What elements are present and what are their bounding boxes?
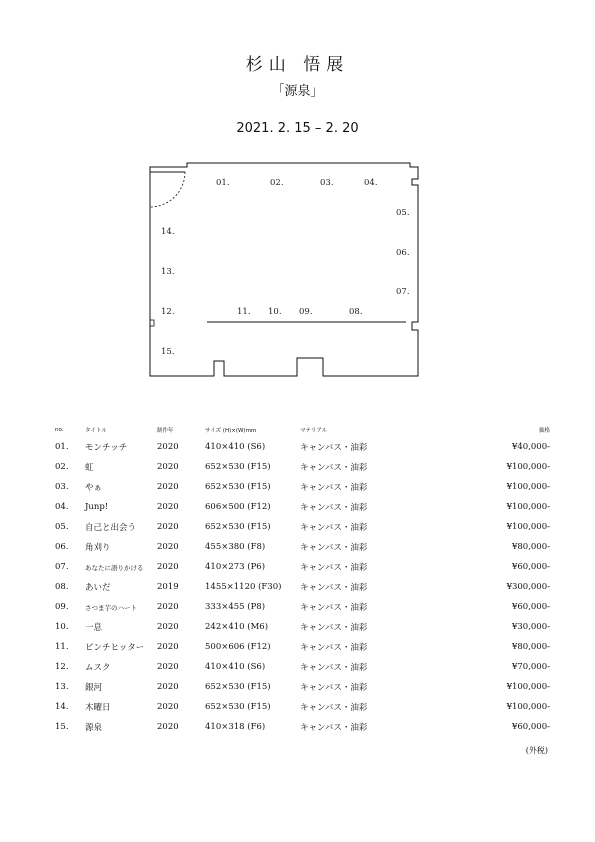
cell-material: キャンバス・油彩 xyxy=(300,503,368,513)
cell-no: 01. xyxy=(55,442,69,452)
exhibition-title: 杉山 悟展 xyxy=(245,55,350,75)
cell-material: キャンバス・油彩 xyxy=(300,663,368,673)
cell-title: 角刈り xyxy=(85,543,111,553)
plan-label-08: 08. xyxy=(349,307,363,317)
cell-title: さつま芋のハート xyxy=(85,603,137,612)
table-row xyxy=(55,657,550,677)
cell-year: 2020 xyxy=(157,722,179,732)
cell-price: ¥60,000- xyxy=(511,722,550,732)
cell-title: 自己と出会う xyxy=(85,523,137,533)
cell-size: 500×606 (F12) xyxy=(205,642,271,652)
cell-price: ¥300,000- xyxy=(506,582,550,592)
cell-title: あいだ xyxy=(85,583,111,593)
cell-no: 07. xyxy=(55,562,69,572)
cell-title: やぁ xyxy=(85,483,103,493)
table-row xyxy=(55,617,550,637)
door-swing-arc xyxy=(150,172,185,207)
table-row xyxy=(55,517,550,537)
cell-price: ¥80,000- xyxy=(511,642,550,652)
cell-price: ¥100,000- xyxy=(506,502,550,512)
cell-no: 06. xyxy=(55,542,69,552)
cell-size: 242×410 (M6) xyxy=(205,622,269,632)
cell-size: 652×530 (F15) xyxy=(205,462,271,472)
cell-year: 2020 xyxy=(157,562,179,572)
cell-material: キャンバス・油彩 xyxy=(300,583,368,593)
cell-no: 14. xyxy=(55,702,69,712)
exhibition-subtitle: 「源泉」 xyxy=(271,84,324,99)
cell-price: ¥100,000- xyxy=(506,522,550,532)
header-size: サイズ (H)×(W)mm xyxy=(205,428,257,434)
cell-title: 銀河 xyxy=(85,683,103,693)
cell-title: ムスク xyxy=(85,663,111,673)
cell-year: 2020 xyxy=(157,502,179,512)
cell-title: 虹 xyxy=(85,463,94,473)
cell-material: キャンバス・油彩 xyxy=(300,603,368,613)
table-row xyxy=(55,557,550,577)
exhibition-dates: 2021. 2. 15 – 2. 20 xyxy=(236,121,359,136)
cell-material: キャンバス・油彩 xyxy=(300,463,368,473)
table-row xyxy=(55,677,550,697)
cell-year: 2020 xyxy=(157,622,179,632)
table-row xyxy=(55,497,550,517)
cell-size: 1455×1120 (F30) xyxy=(205,582,282,592)
cell-material: キャンバス・油彩 xyxy=(300,543,368,553)
table-row xyxy=(55,637,550,657)
cell-no: 09. xyxy=(55,602,69,612)
cell-material: キャンバス・油彩 xyxy=(300,643,368,653)
plan-label-14: 14. xyxy=(161,227,175,237)
cell-price: ¥80,000- xyxy=(511,542,550,552)
cell-no: 11. xyxy=(55,642,69,652)
table-header-row xyxy=(55,423,550,437)
cell-size: 410×318 (F6) xyxy=(205,722,266,732)
cell-price: ¥100,000- xyxy=(506,682,550,692)
cell-material: キャンバス・油彩 xyxy=(300,523,368,533)
cell-title: 源泉 xyxy=(85,723,103,733)
cell-no: 03. xyxy=(55,482,69,492)
cell-material: キャンバス・油彩 xyxy=(300,703,368,713)
plan-label-05: 05. xyxy=(396,208,410,218)
header-price: 価格 xyxy=(538,428,550,434)
cell-no: 02. xyxy=(55,462,69,472)
plan-label-15: 15. xyxy=(161,347,175,357)
cell-material: キャンバス・油彩 xyxy=(300,683,368,693)
cell-title: モンチッチ xyxy=(85,443,128,453)
cell-no: 10. xyxy=(55,622,69,632)
cell-material: キャンバス・油彩 xyxy=(300,723,368,733)
plan-label-10: 10. xyxy=(268,307,282,317)
cell-year: 2020 xyxy=(157,602,179,612)
cell-material: キャンバス・油彩 xyxy=(300,563,368,573)
cell-no: 13. xyxy=(55,682,69,692)
cell-price: ¥100,000- xyxy=(506,482,550,492)
floor-plan-outline xyxy=(150,163,418,376)
cell-no: 05. xyxy=(55,522,69,532)
cell-no: 12. xyxy=(55,662,69,672)
table-row xyxy=(55,697,550,717)
cell-price: ¥70,000- xyxy=(511,662,550,672)
table-row xyxy=(55,717,550,737)
cell-size: 410×273 (P6) xyxy=(205,562,266,572)
cell-year: 2020 xyxy=(157,542,179,552)
table-row xyxy=(55,577,550,597)
cell-no: 15. xyxy=(55,722,69,732)
cell-title: 一息 xyxy=(85,623,103,633)
cell-title: 木曜日 xyxy=(85,703,111,713)
cell-size: 455×380 (F8) xyxy=(205,542,266,552)
cell-size: 333×455 (P8) xyxy=(205,602,266,612)
cell-no: 08. xyxy=(55,582,69,592)
cell-material: キャンバス・油彩 xyxy=(300,623,368,633)
cell-size: 652×530 (F15) xyxy=(205,522,271,532)
table-row xyxy=(55,477,550,497)
cell-size: 606×500 (F12) xyxy=(205,502,271,512)
cell-year: 2020 xyxy=(157,662,179,672)
cell-size: 410×410 (S6) xyxy=(205,442,266,452)
cell-price: ¥100,000- xyxy=(506,462,550,472)
cell-material: キャンバス・油彩 xyxy=(300,443,368,453)
cell-year: 2020 xyxy=(157,462,179,472)
header-material: マテリアル xyxy=(300,428,328,434)
plan-label-07: 07. xyxy=(396,287,410,297)
plan-label-02: 02. xyxy=(270,178,284,188)
plan-label-01: 01. xyxy=(216,178,230,188)
plan-label-03: 03. xyxy=(320,178,334,188)
plan-label-11: 11. xyxy=(237,307,251,317)
floor-plan-left-notch xyxy=(150,320,154,326)
header-title: タイトル xyxy=(85,428,107,434)
plan-label-12: 12. xyxy=(161,307,175,317)
cell-price: ¥60,000- xyxy=(511,562,550,572)
cell-year: 2020 xyxy=(157,482,179,492)
plan-label-06: 06. xyxy=(396,248,410,258)
cell-year: 2020 xyxy=(157,682,179,692)
cell-year: 2020 xyxy=(157,522,179,532)
cell-title: あなたに語りかける xyxy=(85,563,144,572)
works-table xyxy=(55,423,550,737)
cell-year: 2020 xyxy=(157,642,179,652)
plan-label-09: 09. xyxy=(299,307,313,317)
plan-label-13: 13. xyxy=(161,267,175,277)
plan-label-04: 04. xyxy=(364,178,378,188)
cell-title: ピンチヒッター xyxy=(85,643,145,653)
cell-material: キャンバス・油彩 xyxy=(300,483,368,493)
tax-note: (外税) xyxy=(525,746,548,755)
table-row xyxy=(55,597,550,617)
floor-plan xyxy=(140,155,430,380)
cell-price: ¥40,000- xyxy=(511,442,550,452)
header-year: 制作年 xyxy=(157,428,174,434)
cell-year: 2019 xyxy=(157,582,179,592)
cell-size: 410×410 (S6) xyxy=(205,662,266,672)
cell-price: ¥60,000- xyxy=(511,602,550,612)
cell-size: 652×530 (F15) xyxy=(205,682,271,692)
header-no: no. xyxy=(55,427,64,433)
cell-title: Junp! xyxy=(85,502,109,512)
cell-size: 652×530 (F15) xyxy=(205,482,271,492)
table-row xyxy=(55,537,550,557)
cell-price: ¥100,000- xyxy=(506,702,550,712)
cell-size: 652×530 (F15) xyxy=(205,702,271,712)
table-row xyxy=(55,437,550,457)
table-row xyxy=(55,457,550,477)
cell-year: 2020 xyxy=(157,702,179,712)
cell-no: 04. xyxy=(55,502,69,512)
cell-year: 2020 xyxy=(157,442,179,452)
cell-price: ¥30,000- xyxy=(511,622,550,632)
